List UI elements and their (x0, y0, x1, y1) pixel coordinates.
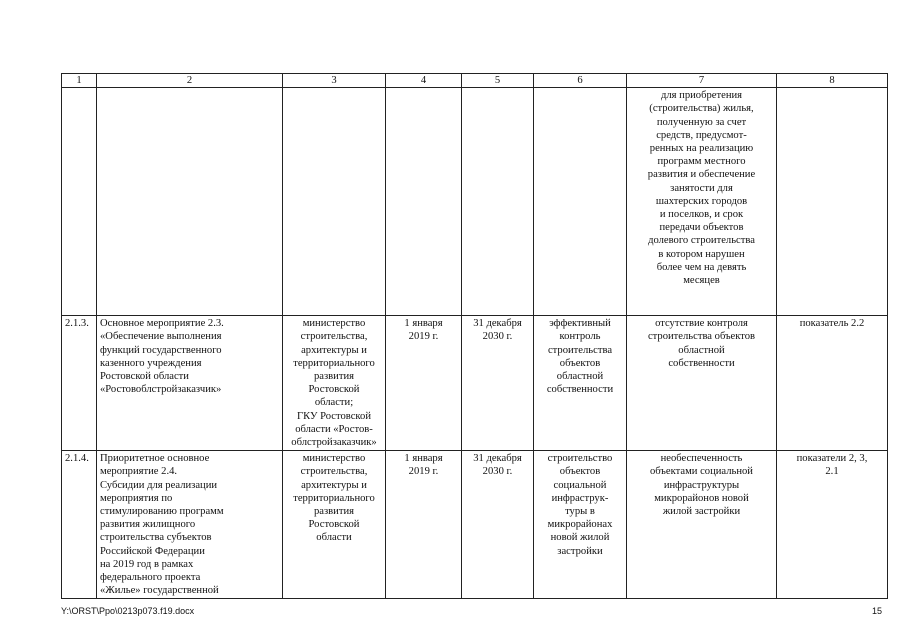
header-row (62, 74, 888, 88)
cell-end-date: 31 декабря 2030 г. (462, 451, 534, 599)
cell-start-date: 1 января 2019 г. (386, 451, 462, 599)
col-header-7: 7 (627, 74, 777, 88)
footer-file-path: Y:\ORST\Ppo\0213p073.f19.docx (61, 606, 195, 616)
col-header-6: 6 (534, 74, 627, 88)
measures-table (61, 73, 888, 599)
cell-start-date: 1 января 2019 г. (386, 316, 462, 451)
cell-executor: министерство строительства, архитектуры и территориального развития Ростовской области; ГКУ Ростовской области «Ростов- облстройзаказчик» (283, 316, 386, 451)
table-row (62, 451, 888, 599)
cell-result: строительство объектов социальной инфраструк- туры в микрорайонах новой жилой застройки (534, 451, 627, 599)
cell-result: эффективный контроль строительства объектов областной собственности (534, 316, 627, 451)
cell-measure-name: Основное мероприятие 2.3. «Обеспечение выполнения функций государственного казенного учреждения Ростовской области «Ростовоблстройзаказчик» (97, 316, 283, 451)
col-header-2: 2 (97, 74, 283, 88)
cell-empty (386, 88, 462, 316)
cell-number: 2.1.4. (62, 451, 97, 599)
cell-number: 2.1.3. (62, 316, 97, 451)
footer-page-number: 15 (872, 606, 883, 616)
col-header-5: 5 (462, 74, 534, 88)
cell-measure-name: Приоритетное основное мероприятие 2.4. Субсидии для реализации мероприятия по стимулированию программ развития жилищного строительства субъектов Российской Федерации на 2019 год в рамках федерального проекта «Жилье» государственной (97, 451, 283, 599)
table-row-continuation (62, 88, 888, 316)
cell-empty (534, 88, 627, 316)
table-row (62, 316, 888, 451)
cell-consequence: для приобретения (строительства) жилья, полученную за счет средств, предусмот- ренных на реализацию программ местного развития и обеспечение занятости для шахтерских городов и поселков, и срок передачи объектов долевого строительства в котором нарушен более чем на девять месяцев (627, 88, 777, 316)
cell-end-date: 31 декабря 2030 г. (462, 316, 534, 451)
cell-empty (462, 88, 534, 316)
cell-indicator: показатели 2, 3, 2.1 (777, 451, 888, 599)
cell-indicator: показатель 2.2 (777, 316, 888, 451)
col-header-1: 1 (62, 74, 97, 88)
cell-empty (777, 88, 888, 316)
cell-consequence: отсутствие контроля строительства объектов областной собственности (627, 316, 777, 451)
cell-empty (97, 88, 283, 316)
cell-consequence: необеспеченность объектами социальной инфраструктуры микрорайонов новой жилой застройки (627, 451, 777, 599)
cell-executor: министерство строительства, архитектуры и территориального развития Ростовской области (283, 451, 386, 599)
cell-empty (283, 88, 386, 316)
col-header-3: 3 (283, 74, 386, 88)
col-header-8: 8 (777, 74, 888, 88)
cell-empty (62, 88, 97, 316)
col-header-4: 4 (386, 74, 462, 88)
